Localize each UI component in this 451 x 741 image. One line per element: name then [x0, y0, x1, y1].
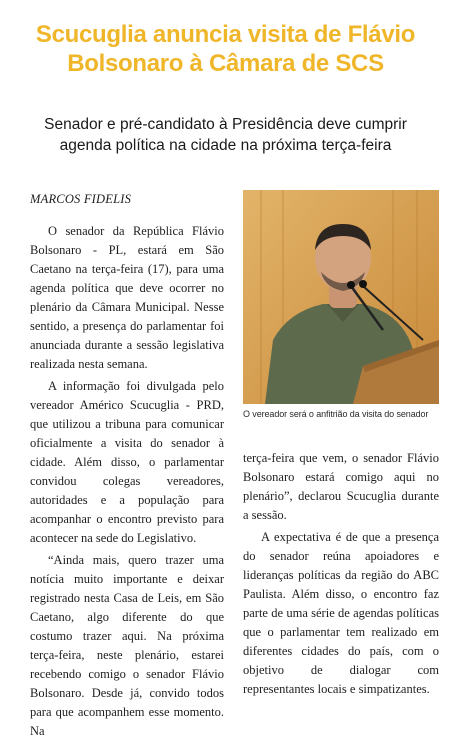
subheadline [0, 114, 451, 156]
photo-illustration [243, 190, 439, 404]
article-column-right [243, 449, 439, 699]
paragraph: “Ainda mais, quero trazer uma notícia muito importante e deixar registrado nesta Casa de Leis, em São Caetano, algo diferente do que costumo trazer aqui. Na próxima terça-feira, neste plenário, estarei recebendo comigo o senador Flávio Bolsonaro. Desde já, convido todos para que acompanhem esse momento. Na [30, 553, 224, 738]
paragraph: A expectativa é de que a presença do senador reúna apoiadores e lideranças políticas da região do ABC Paulista. Além disso, o encontro faz parte de uma série de agendas políticas que o parlamentar tem realizado em diferentes cidades do país, com o objetivo de dialogar com representantes locais e simpatizantes. [243, 530, 439, 696]
subheadline-line-2: agenda política na cidade na próxima terça-feira [59, 137, 392, 154]
headline [0, 20, 451, 78]
paragraph: O senador da República Flávio Bolsonaro - PL, estará em São Caetano na terça-feira (17), para uma agenda política que deve ocorrer no plenário da Câmara Municipal. Nesse sentido, a presença do parlamentar foi anunciada durante a sessão legislativa realizada nesta semana. [30, 224, 224, 371]
headline-line-2: Bolsonaro à Câmara de SCS [67, 50, 384, 77]
paragraph: terça-feira que vem, o senador Flávio Bolsonaro estará comigo aqui no plenário”, declarou Scucuglia durante a sessão. [243, 451, 439, 522]
article-photo [243, 190, 439, 404]
byline: MARCOS FIDELIS [30, 192, 132, 206]
photo-caption: O vereador será o anfitrião da visita do senador [243, 409, 429, 419]
paragraph: A informação foi divulgada pelo vereador Américo Scucuglia - PRD, que utilizou a tribuna para comunicar oficialmente a visita do senador à cidade. Além disso, o parlamentar convidou colegas vereadores, autoridades e a população para acompanhar o encontro previsto para acontecer na sede do Legislativo. [30, 379, 224, 545]
article-column-left [30, 222, 224, 741]
subheadline-line-1: Senador e pré-candidato à Presidência deve cumprir [44, 116, 407, 133]
headline-line-1: Scucuglia anuncia visita de Flávio [35, 21, 416, 48]
